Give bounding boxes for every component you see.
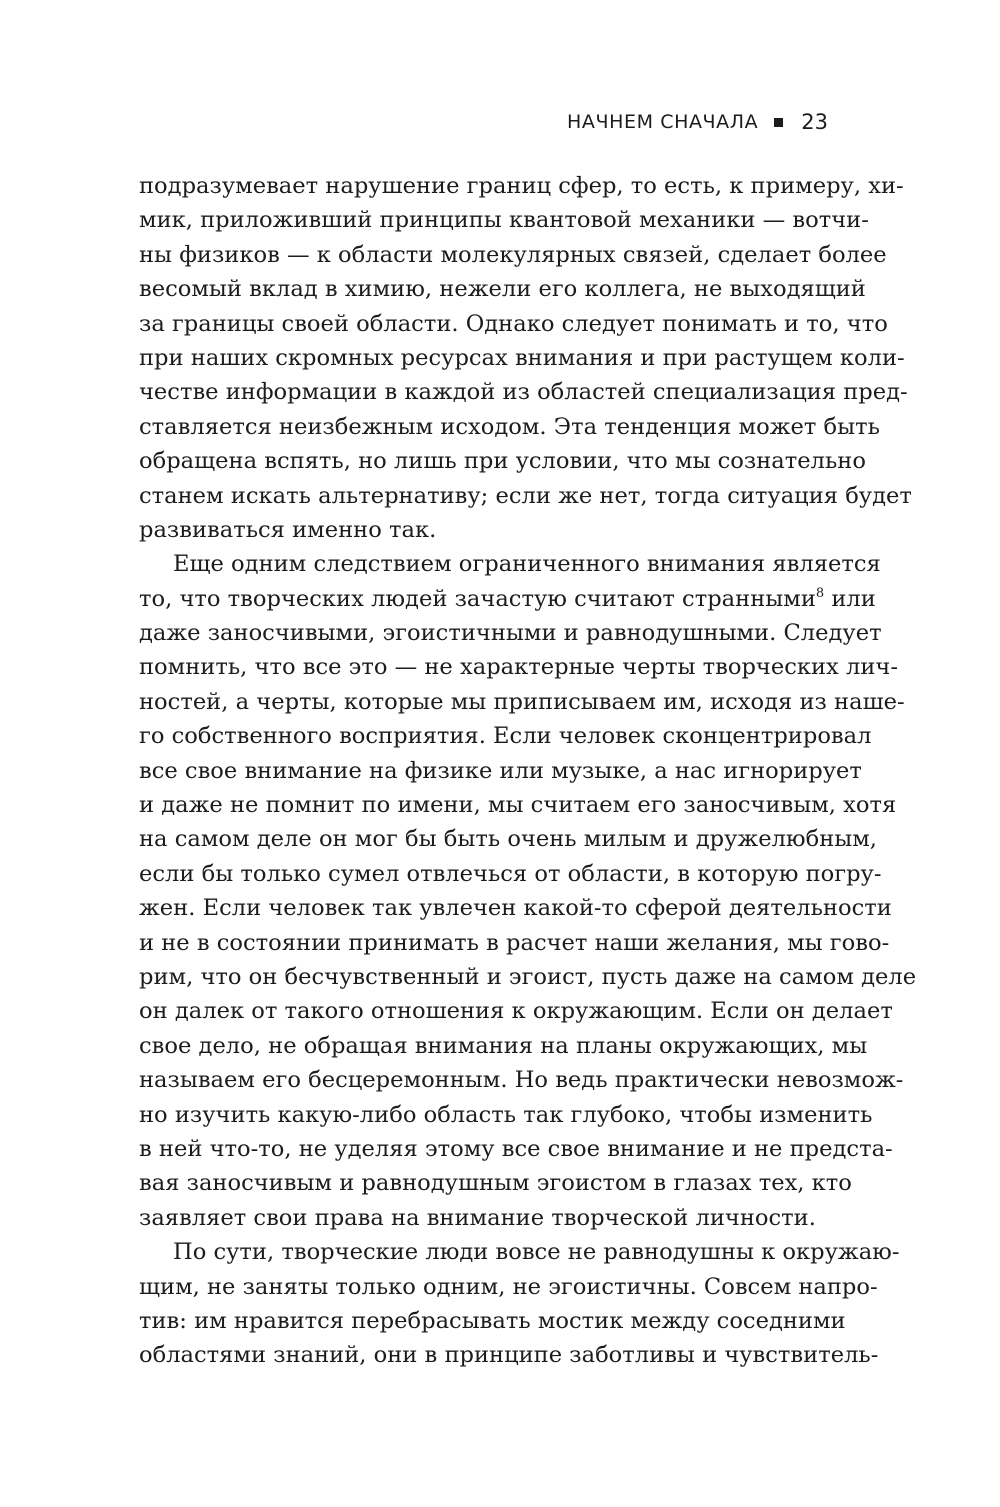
- text-line: Еще одним следствием ограниченного внимания является: [173, 551, 881, 578]
- text-line: и даже не помнит по имени, мы считаем его заносчивым, хотя: [139, 792, 897, 819]
- text-line: го собственного восприятия. Если человек сконцентрировал: [139, 723, 872, 750]
- text-line: заявляет свои права на внимание творческой личности.: [139, 1204, 816, 1231]
- text-line: даже заносчивыми, эгоистичными и равнодушными. Следует: [139, 620, 882, 647]
- text-line: на самом деле он мог бы быть очень милым и дружелюбным,: [139, 826, 877, 853]
- text-line: щим, не заняты только одним, не эгоистичны. Совсем напро-: [139, 1273, 878, 1300]
- text-line: мик, приложивший принципы квантовой механики — вотчи-: [139, 207, 869, 234]
- text-line: ны физиков — к области молекулярных связей, сделает более: [139, 241, 887, 268]
- text-line: весомый вклад в химию, нежели его коллега, не выходящий: [139, 276, 866, 303]
- text-fragment: или: [824, 585, 876, 612]
- text-line: областями знаний, они в принципе заботливы и чувствитель-: [139, 1342, 879, 1369]
- text-line: обращена вспять, но лишь при условии, что мы сознательно: [139, 448, 866, 475]
- text-line: подразумевает нарушение границ сфер, то есть, к примеру, хи-: [139, 173, 904, 199]
- text-line: станем искать альтернативу; если же нет, тогда ситуация будет: [139, 482, 912, 509]
- text-line: он далек от такого отношения к окружающим. Если он делает: [139, 998, 893, 1025]
- text-line: честве информации в каждой из областей специализация пред-: [139, 379, 908, 406]
- text-line: помнить, что все это — не характерные черты творческих лич-: [139, 654, 898, 681]
- text-line: называем его бесцеремонным. Но ведь практически невозмож-: [139, 1067, 904, 1094]
- text-line: По сути, творческие люди вовсе не равнодушны к окружаю-: [173, 1239, 900, 1266]
- text-line: но изучить какую-либо область так глубоко, чтобы изменить: [139, 1101, 873, 1128]
- text-line: свое дело, не обращая внимания на планы окружающих, мы: [139, 1032, 868, 1059]
- text-line: тив: им нравится перебрасывать мостик между соседними: [139, 1307, 846, 1334]
- footnote-ref: 8: [815, 585, 825, 601]
- running-head: [567, 110, 828, 134]
- text-line: ставляется неизбежным исходом. Эта тенденция может быть: [139, 413, 880, 440]
- text-line: вая заносчивым и равнодушным эгоистом в глазах тех, кто: [139, 1170, 852, 1197]
- text-line: ностей, а черты, которые мы приписываем им, исходя из наше-: [139, 688, 905, 715]
- square-bullet-icon: [774, 118, 783, 127]
- chapter-title: НАЧНЕМ СНАЧАЛА: [566, 111, 759, 133]
- text-line: [139, 582, 876, 616]
- page-number: 23: [801, 110, 828, 134]
- text-line: и не в состоянии принимать в расчет наши желания, мы гово-: [139, 929, 890, 956]
- text-line: за границы своей области. Однако следует понимать и то, что: [139, 310, 888, 337]
- text-line: при наших скромных ресурсах внимания и при растущем коли-: [139, 344, 905, 371]
- text-line: все свое внимание на физике или музыке, а нас игнорирует: [139, 757, 862, 784]
- text-line: если бы только сумел отвлечься от области, в которую погру-: [139, 860, 882, 887]
- text-fragment: то, что творческих людей зачастую считают странными: [139, 585, 816, 612]
- text-line: рим, что он бесчувственный и эгоист, пусть даже на самом деле: [139, 963, 917, 990]
- text-line: в ней что-то, не уделяя этому все свое внимание и не предста-: [139, 1135, 893, 1162]
- text-line: жен. Если человек так увлечен какой-то сферой деятельности: [139, 895, 892, 922]
- text-line: развиваться именно так.: [139, 516, 437, 543]
- body-text: [139, 169, 917, 1373]
